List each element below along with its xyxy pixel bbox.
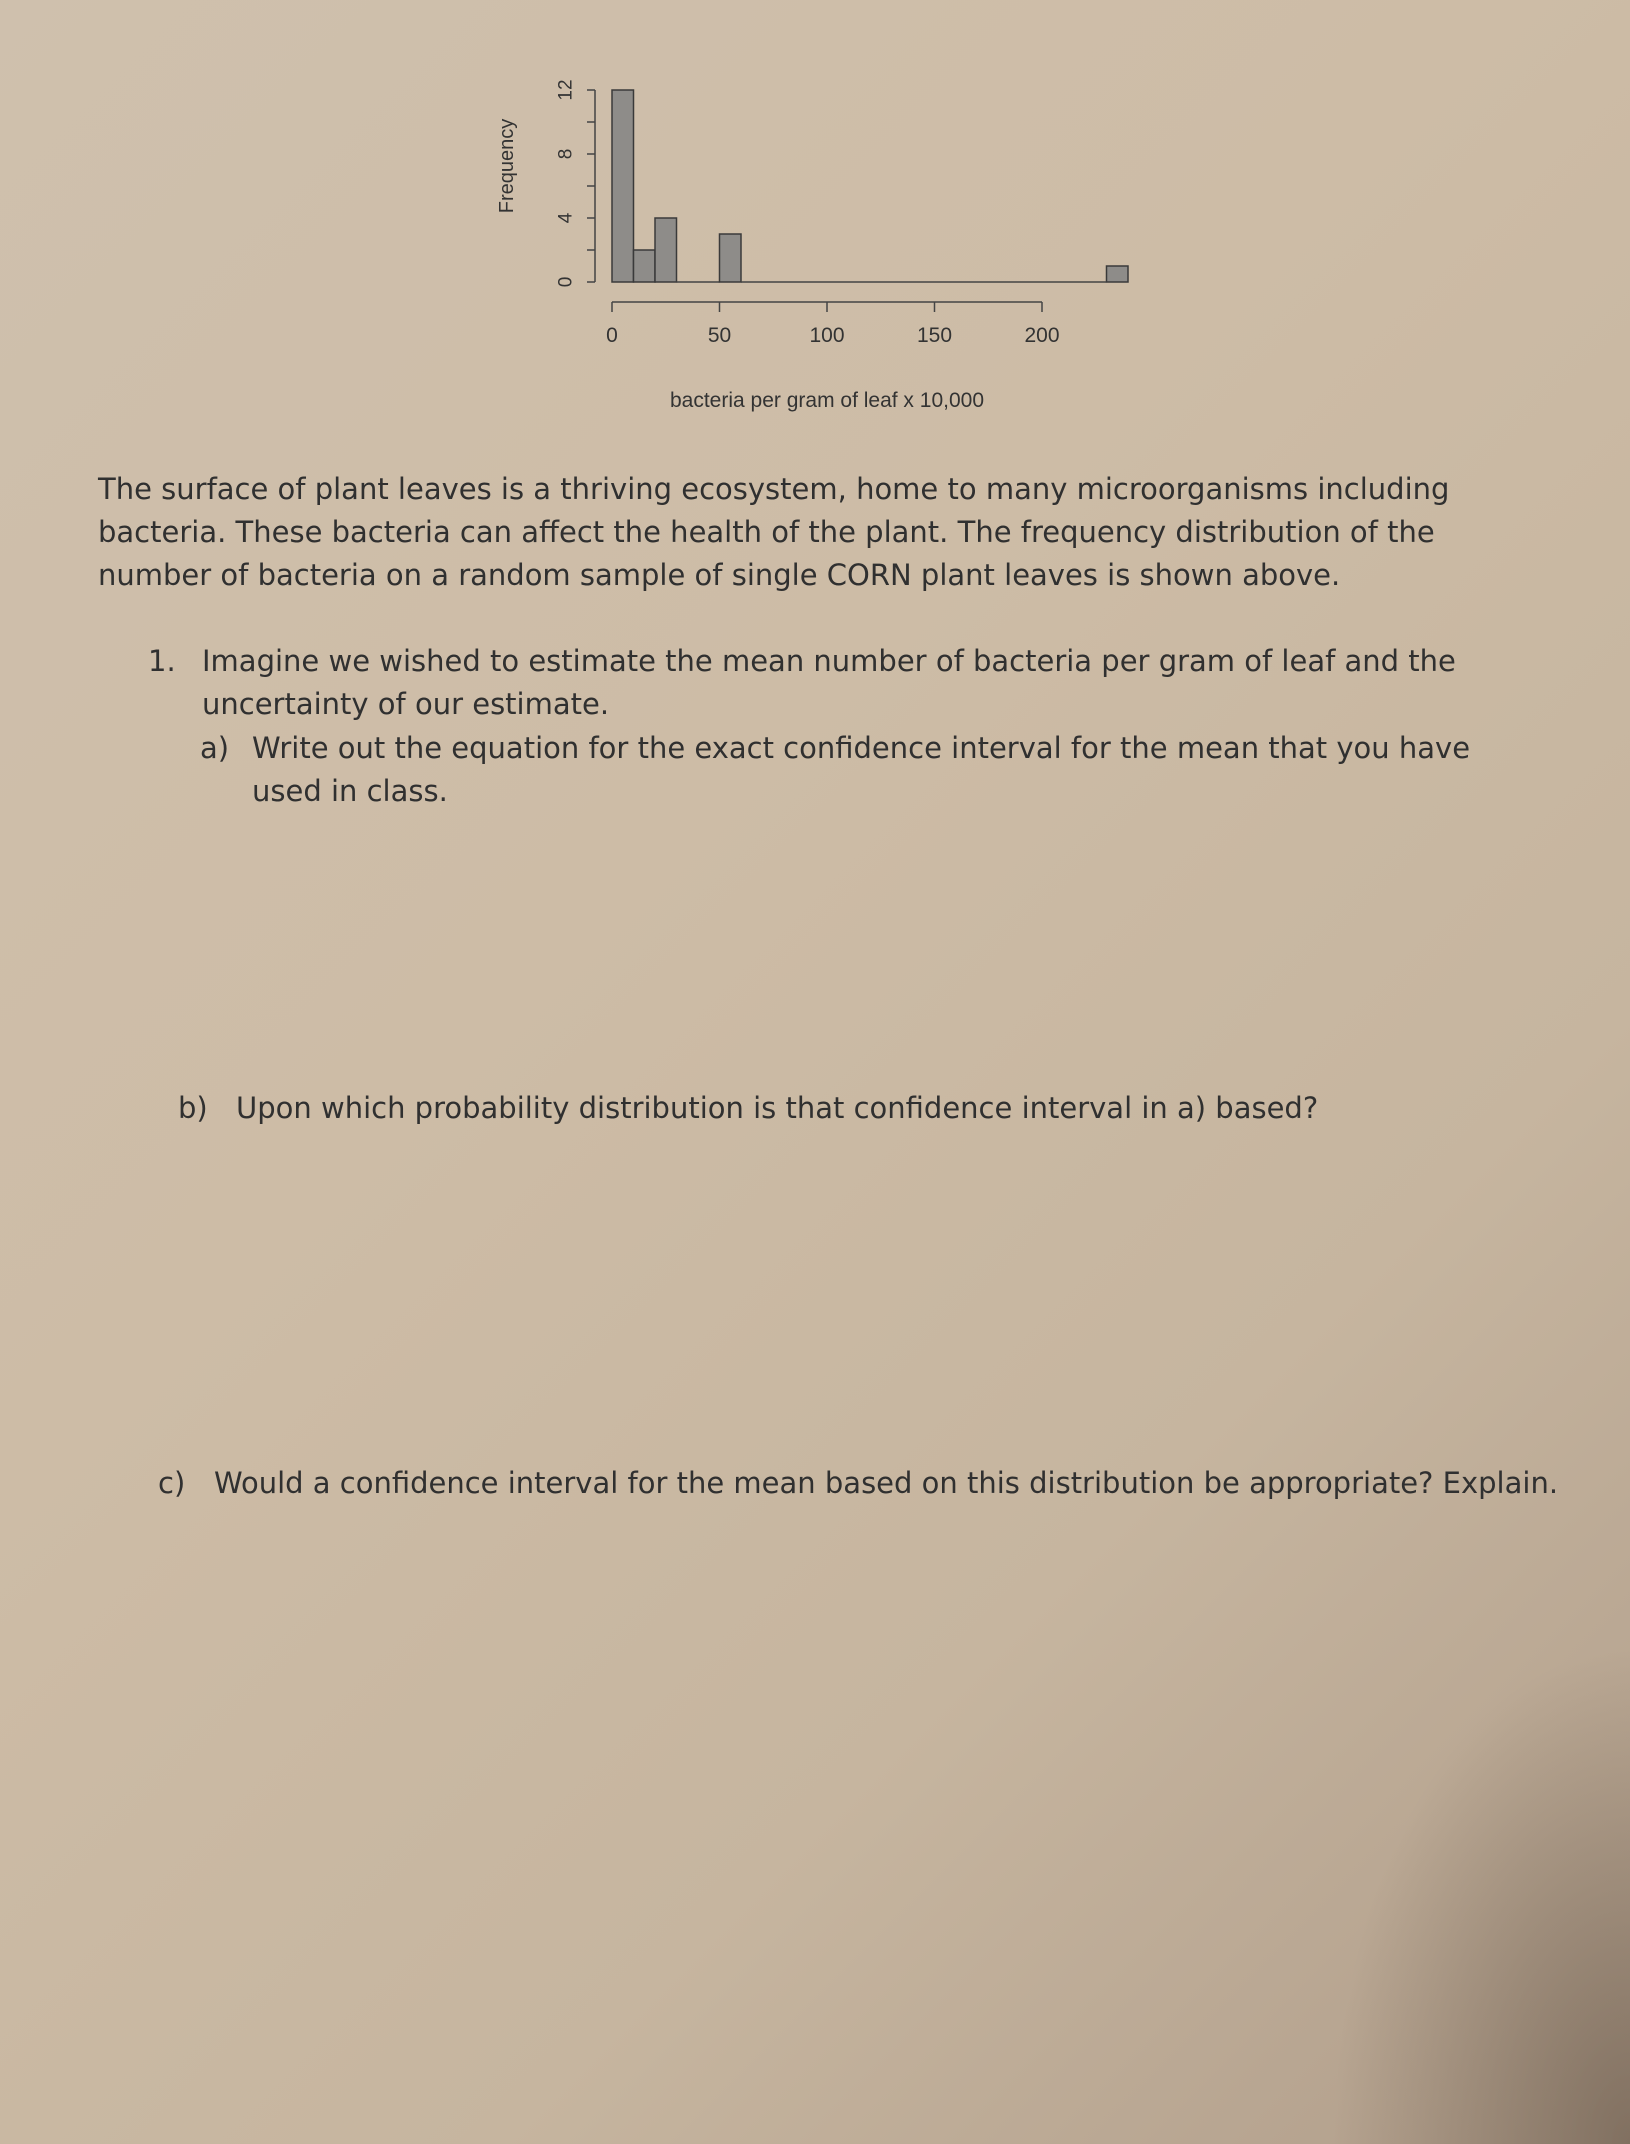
page-shadow xyxy=(1330,1644,1630,2144)
histogram-bar xyxy=(720,234,742,282)
x-tick-label: 200 xyxy=(1024,324,1060,347)
question-a-text: Write out the equation for the exact confidence interval for the mean that you have used in class. xyxy=(252,731,1471,808)
question-a-letter: a) xyxy=(200,731,230,765)
question-c-letter: c) xyxy=(158,1466,186,1500)
histogram-bar xyxy=(634,250,656,282)
x-tick-label: 150 xyxy=(916,324,953,347)
y-tick-label: 12 xyxy=(555,79,577,101)
question-1-text: Imagine we wished to estimate the mean number of bacteria per gram of leaf and the uncertainty of our estimate. xyxy=(202,644,1456,721)
y-tick-label: 8 xyxy=(555,148,577,160)
question-b-letter: b) xyxy=(178,1091,208,1125)
histogram-chart xyxy=(440,70,1160,430)
y-tick-label: 4 xyxy=(555,212,577,224)
intro-paragraph: The surface of plant leaves is a thriving ecosystem, home to many microorganisms including bacteria. These bacteria can affect the health of the plant. The frequency distribution of the number of bacteria on a random sample of single CORN plant leaves is shown above. xyxy=(98,472,1450,592)
histogram-bar xyxy=(655,218,677,282)
y-axis xyxy=(556,79,595,287)
y-axis-label: Frequency xyxy=(496,118,518,214)
question-c-text: Would a confidence interval for the mean based on this distribution be appropriate? Explain. xyxy=(214,1466,1559,1500)
y-tick-label: 0 xyxy=(555,276,577,288)
x-tick-label: 100 xyxy=(809,324,845,347)
question-1-number: 1. xyxy=(148,644,176,678)
x-tick-label: 0 xyxy=(606,324,618,347)
x-axis-label: bacteria per gram of leaf x 10,000 xyxy=(669,389,985,412)
x-tick-label: 50 xyxy=(707,324,732,347)
histogram-bars xyxy=(612,90,1128,282)
histogram-bar xyxy=(1107,266,1129,282)
x-axis xyxy=(606,302,1059,347)
question-b-text: Upon which probability distribution is that confidence interval in a) based? xyxy=(236,1091,1319,1125)
histogram-bar xyxy=(612,90,634,282)
